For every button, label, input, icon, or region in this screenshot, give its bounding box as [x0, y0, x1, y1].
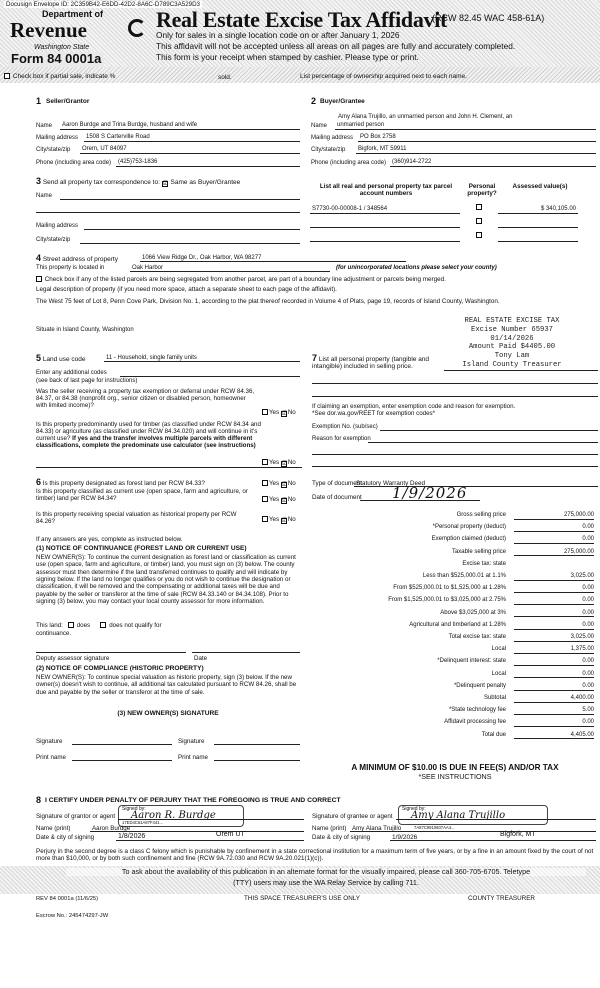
agency-name: Revenue [10, 18, 87, 42]
street-address-value[interactable]: 1066 View Ridge Dr., Oak Harbor, WA 98277 [142, 255, 262, 261]
grantor-signature-line [118, 819, 304, 820]
assessed-value-col-header: Assessed value(s) [512, 183, 568, 190]
agency-state: Washington State [34, 44, 90, 51]
seller-city-value[interactable]: Orem, UT 84097 [82, 146, 127, 152]
partial-sale-label: Check box if partial sale, indicate % [12, 73, 116, 80]
document-date-label: Date of document [312, 494, 362, 501]
forest-question: Is this property designated as forest land per RCW 84.33? [42, 480, 205, 487]
notice2-title: (2) NOTICE OF COMPLIANCE (HISTORIC PROPERTY) [36, 665, 204, 672]
fee-value[interactable]: 3,025.00 [514, 634, 594, 642]
personal-property-line1 [444, 370, 598, 371]
grantor-date[interactable]: 1/8/2026 [118, 833, 146, 840]
section3-city-label: City/state/zip [36, 237, 71, 243]
no-label: No [287, 409, 296, 416]
buyer-phone-label: Phone (including area code) [311, 160, 387, 166]
new-owner-print-line-2[interactable] [214, 760, 300, 761]
personal-property-col-header: Personal property? [467, 183, 497, 198]
located-value[interactable]: Oak Harbor [132, 265, 164, 271]
grantor-date-line [116, 840, 304, 841]
fee-label: From $1,525,000.01 to $3,025,000 at 2.75% [388, 597, 506, 604]
historic-yes-checkbox[interactable] [262, 516, 268, 522]
q1-yes-no [262, 409, 296, 417]
fee-row [310, 683, 598, 693]
buyer-phone-line [390, 166, 596, 167]
fee-label: Total due [481, 731, 506, 738]
q1-no-checkbox[interactable]: ☑ [281, 411, 288, 417]
historic-question: Is this property receiving special valuation as historical property per RCW 84.26? [36, 511, 237, 526]
new-owner-print-label-1: Print name [36, 754, 66, 761]
fee-value[interactable]: 0.00 [514, 622, 594, 630]
does-not-checkbox[interactable] [100, 622, 106, 628]
deputy-date-line [192, 652, 300, 653]
agency-dept: Department of [42, 9, 104, 19]
seller-name-line [60, 129, 300, 130]
grantee-signature-box[interactable] [398, 805, 548, 825]
section3-city-line [80, 243, 300, 244]
located-label: This property is located in [36, 265, 105, 271]
exemption-no-line [380, 430, 598, 431]
buyer-name-line1[interactable]: Amy Alana Trujillo, an unmarried person and John H. Clement, an [338, 114, 513, 120]
personal-property-line2 [312, 383, 598, 384]
fee-label: Gross selling price [456, 512, 506, 518]
buyer-name-label: Name [311, 123, 328, 129]
notice1-body: NEW OWNER(S): To continue the current designation as forest land or classification as current use (open space, farm and agriculture, or timber) land, you must sign on (3) below. The county assessor must then determine if the land transferred continues to qualify and will indicate by signing below. If the land no longer qualifies or you do not wish to continue the designation or classification, it will be removed and the compensating or additional taxes will be due and payable by the seller or transferor at the time of sale (RCW 84.33.140 or 84.34.108). Prior to signing (3) below, you may contact your local county assessor for more information. [36, 554, 296, 605]
seller-city-label: City/state/zip [36, 147, 71, 153]
forest-yes-no [262, 480, 296, 488]
assessed-line [498, 213, 578, 214]
fee-label: Agricultural and timberland at 1.28% [409, 621, 506, 628]
section3-row [36, 176, 240, 187]
personal-property-checkbox[interactable] [476, 232, 482, 238]
grantee-name[interactable]: Amy Alana Trujillo [352, 825, 402, 832]
same-as-buyer-checkbox[interactable]: ☑ [162, 181, 169, 187]
historic-no-checkbox[interactable]: ☑ [281, 518, 288, 524]
seller-mailing-value[interactable]: 1508 S Carterville Road [86, 134, 150, 140]
stamp-line1: REAL ESTATE EXCISE TAX [464, 317, 560, 325]
grantor-signature-id: 17ED4C61A97F441... [122, 820, 163, 825]
buyer-mailing-label: Mailing address [311, 135, 354, 141]
fee-value[interactable]: 0.00 [514, 671, 594, 679]
section7-row [312, 353, 442, 371]
fee-label: Local [491, 670, 506, 677]
fee-label: Above $3,025,000 at 3% [440, 609, 506, 616]
section5-row [36, 353, 85, 363]
grantor-city[interactable]: Orem UT [216, 831, 245, 838]
buyer-phone-value[interactable]: (360)914-2722 [392, 159, 432, 165]
seller-phone-line [116, 166, 300, 167]
stamp-line5: Tony Lam [494, 352, 530, 361]
seller-heading: Seller/Grantor [46, 98, 90, 105]
segregated-label: Check box if any of the listed parcels are being segregated from another parcel, are part of a boundary line adjustment or parcels being merged. [44, 276, 446, 283]
fee-label: *Personal property (deduct) [432, 524, 506, 531]
buyer-city-label: City/state/zip [311, 147, 346, 153]
document-type-value[interactable]: Statutory Warranty Deed [356, 480, 426, 487]
fee-value[interactable]: 0.00 [514, 610, 594, 618]
fee-label: *State technology fee [448, 707, 506, 714]
same-as-buyer-label: Same as Buyer/Grantee [170, 179, 241, 186]
if-any-yes: If any answers are yes, complete as instructed below. [36, 536, 183, 543]
grantee-name-label: Name (print) [312, 825, 347, 832]
personal-property-list-label: List all personal property (tangible and intangible) included in selling price. [312, 356, 430, 371]
section3-mailing-line [84, 229, 300, 230]
situate-text[interactable]: Situate in Island County, Washington [36, 327, 134, 333]
grantee-date-label: Date & city of signing [312, 834, 371, 841]
assessed-line [498, 241, 578, 242]
forest-no-checkbox[interactable]: ☑ [281, 482, 288, 488]
section3-name-line2 [36, 212, 300, 213]
new-owner-signature-label-2: Signature [178, 738, 205, 745]
timber-question [36, 421, 268, 450]
grantee-signature-label: Signature of grantee or agent [312, 813, 393, 820]
exemption-reason-line3 [312, 466, 598, 467]
fee-row [310, 561, 598, 571]
current-use-question: Is this property classified as current use (open space, farm and agriculture, or timber) land per RCW 84.34? [36, 488, 248, 503]
grantee-date-line [390, 840, 596, 841]
new-owner-print-label-2: Print name [178, 754, 208, 761]
seller-name-label: Name [36, 123, 53, 129]
assessed-line [498, 227, 578, 228]
fee-row [310, 634, 598, 644]
fee-label: Local [491, 646, 506, 653]
section3-name-line [60, 199, 300, 200]
perjury-statement: Perjury in the second degree is a class C felony which is punishable by confinement in a state correctional institution for a maximum term of five years, or by a fine in an amount fixed by the court of not more than $10,000, or by both such confinement and fine (RCW 9A.72.030 and RCW 9A.20.021(1)(c)). [36, 848, 594, 863]
fee-row [310, 573, 598, 583]
fee-label: *Delinquent penalty [453, 682, 506, 689]
grantee-signature: Amy Alana Trujillo [411, 810, 506, 821]
deputy-signature-label: Deputy assessor signature [36, 655, 110, 662]
fee-row [310, 536, 598, 546]
additional-codes-line [120, 376, 300, 377]
ownership-note: List percentage of ownership acquired next to each name. [300, 73, 467, 80]
seller-city-line [80, 153, 300, 154]
fee-value[interactable]: 1,375.00 [514, 646, 594, 654]
form-title: Real Estate Excise Tax Affidavit [156, 7, 448, 32]
street-address-line [140, 261, 406, 262]
historic-yes-no [262, 516, 296, 524]
q2-no-checkbox[interactable]: ☑ [281, 461, 288, 467]
seller-heading-num: 1 [36, 96, 42, 106]
fee-label: Taxable selling price [451, 548, 506, 555]
fee-value[interactable]: 5.00 [514, 707, 594, 715]
q2-yes-checkbox[interactable] [262, 459, 268, 465]
grantor-name[interactable]: Aaron Burdge [92, 825, 131, 832]
land-use-line [104, 361, 300, 362]
fee-label: Total excise tax: state [448, 634, 506, 640]
buyer-mailing-value[interactable]: PO Box 2758 [360, 134, 396, 140]
fee-value[interactable]: 0.00 [514, 719, 594, 727]
notice1-title: (1) NOTICE OF CONTINUANCE (FOREST LAND OR CURRENT USE) [36, 545, 247, 552]
unincorporated-note: (for unincorporated locations please select your county) [336, 265, 497, 271]
seller-phone-value[interactable]: (425)753-1836 [118, 159, 158, 165]
form-rcw: (RCW 82.45 WAC 458-61A) [432, 13, 545, 23]
q1-yes-checkbox[interactable] [262, 409, 268, 415]
document-type-line [354, 486, 598, 487]
personal-property-checkbox[interactable] [476, 204, 482, 210]
additional-codes-note: (see back of last page for instructions) [36, 378, 138, 384]
section3-text: Send all property tax correspondence to: [42, 179, 160, 186]
section4-num: 4 [36, 253, 42, 263]
section5-num: 5 [36, 353, 42, 363]
fee-label: Exemption claimed (deduct) [431, 536, 506, 543]
agency-swoosh-icon [128, 19, 146, 37]
fee-value[interactable]: 0.00 [514, 597, 594, 605]
buyer-city-line [356, 153, 596, 154]
buyer-heading-num: 2 [311, 96, 317, 106]
current-use-no-checkbox[interactable]: ☑ [281, 498, 288, 504]
land-use-value[interactable]: 11 - Household, single family units [106, 355, 197, 361]
fee-row [310, 646, 598, 656]
deputy-signature-line [36, 652, 186, 653]
section3-name-label: Name [36, 193, 53, 199]
fee-row [310, 512, 598, 522]
continuance-label: continuance. [36, 630, 72, 637]
additional-codes-label: Enter any additional codes [36, 370, 107, 376]
document-type-label: Type of document [312, 480, 363, 487]
yes-label: Yes [269, 516, 280, 523]
revision-label: REV 84 0001a (11/6/25) [36, 896, 99, 902]
grantee-signature-line [396, 819, 596, 820]
land-use-label: Land use code [42, 356, 86, 363]
section5-divider [36, 467, 302, 468]
grantor-signed-by: Signed by: [122, 806, 146, 812]
minimum-fee-note: A MINIMUM OF $10.00 IS DUE IN FEE(S) AND/OR TAX [351, 763, 559, 772]
fee-label: Excise tax: state [462, 560, 506, 567]
exemption-claim-text: If claiming an exemption, enter exemption code and reason for exemption. *See dor.wa.gov/REET for exemption codes* [312, 403, 516, 418]
fee-row [310, 524, 598, 534]
exemption-no-label: Exemption No. (sub/sec) [312, 424, 378, 430]
partial-sale-row [4, 73, 115, 80]
fee-label: Less than $525,000.01 at 1.1% [422, 573, 506, 579]
fee-value[interactable]: 275,000.00 [514, 512, 594, 520]
buyer-city-value[interactable]: Bigfork, MT 59911 [358, 146, 407, 152]
legal-label: Legal description of property (if you need more space, attach a separate sheet to each page of the affidavit). [36, 286, 337, 293]
grantor-date-label: Date & city of signing [36, 834, 95, 841]
sold-label: sold. [218, 74, 232, 81]
new-owner-signature-line-1[interactable] [72, 744, 172, 745]
stamp-line6: Island County Treasurer [462, 360, 562, 369]
no-label: No [287, 480, 296, 487]
timber-question-text: Is this property predominantly used for timber (as classified under RCW 84.34 and 84.33) or agriculture (as classified under RCW 84.34.020) and will continue in it's current use? [36, 421, 261, 443]
located-line [130, 271, 330, 272]
notice2-body: NEW OWNER(S): To continue special valuation as historic property, sign (3) below. If the new owner(s) doesn't wish to continue, all additional tax calculated pursuant to RCW 84.26, shall be due and payable by the seller or transferor at the time of sale. [36, 674, 297, 696]
document-date-value[interactable]: 1/9/2026 [392, 484, 468, 502]
yes-label: Yes [269, 459, 280, 466]
buyer-name-line [335, 129, 596, 130]
current-use-yes-no [262, 496, 296, 504]
parcel-number[interactable]: S7730-00-00008-1 / 348564 [312, 206, 388, 212]
forest-yes-checkbox[interactable] [262, 480, 268, 486]
this-land-row [36, 622, 162, 629]
grantee-city[interactable]: Bigfork, MT [500, 831, 536, 838]
partial-sale-checkbox[interactable] [4, 73, 10, 79]
this-land-label: This land: [36, 622, 63, 629]
fee-value[interactable]: 0.00 [514, 683, 594, 691]
current-use-yes-checkbox[interactable] [262, 496, 268, 502]
new-owner-signature-label-1: Signature [36, 738, 63, 745]
no-label: No [287, 496, 296, 503]
seller-phone-label: Phone (including area code) [36, 160, 112, 166]
yes-label: Yes [269, 496, 280, 503]
fee-value[interactable]: 4,400.00 [514, 695, 594, 703]
q2-yes-no [262, 459, 296, 467]
fee-row [310, 549, 598, 559]
timber-question-bold: If yes and the transfer involves multiple parcels with different classifications, complete the predominate use calculator (see instructions) [36, 435, 256, 450]
grantee-signature-id: 7A87C9910607AA4... [414, 825, 455, 830]
fee-row [310, 610, 598, 620]
segregated-checkbox[interactable] [36, 276, 42, 282]
certify-statement: I CERTIFY UNDER PENALTY OF PERJURY THAT THE FOREGOING IS TRUE AND CORRECT [45, 797, 341, 804]
fee-row [310, 732, 598, 742]
grantor-name-line [90, 831, 304, 832]
does-checkbox[interactable] [68, 622, 74, 628]
fee-row [310, 585, 598, 595]
escrow-number: Escrow No.: 245474297-JW [36, 913, 109, 919]
header-line2: This affidavit will not be accepted unless all areas on all pages are fully and accurately completed. [156, 41, 516, 51]
grantor-signature: Aaron R. Burdge [131, 810, 216, 821]
docusign-envelope-id: Docusign Envelope ID: 2C359B42-E6DD-42D2-8A6C-D789C3A529D3 [6, 1, 200, 8]
grantee-name-line [350, 831, 596, 832]
fee-row [310, 671, 598, 681]
stamp-line3: 01/14/2026 [490, 334, 534, 343]
treasurer-use-only: THIS SPACE TREASURER'S USE ONLY [244, 895, 360, 902]
fee-label: Subtotal [483, 695, 506, 701]
treasurer-stamp [452, 317, 572, 370]
buyer-heading: Buyer/Grantee [320, 98, 365, 105]
exemption-reason-label: Reason for exemption [312, 436, 371, 442]
alternate-format-line1: To ask about the availability of this publication in an alternate format for the visually impaired, please call 360-705-6705. Teletype [66, 868, 586, 876]
exemption-reason-line2 [312, 454, 598, 455]
exemption-deferral-question: Was the seller receiving a property tax exemption or deferral under RCW 84.36, 84.37, or 84.38 (nonprofit org., senior citizen or disabled person, homeowner with limited income)? [36, 388, 255, 410]
street-address-label: Street address of property [42, 256, 118, 263]
section3-mailing-label: Mailing address [36, 223, 79, 229]
grantor-name-label: Name (print) [36, 825, 71, 832]
stamp-line4: Amount Paid $4405.00 [468, 343, 556, 352]
new-owner-print-line-1[interactable] [72, 760, 172, 761]
grantor-signature-box[interactable] [118, 805, 244, 827]
fee-value[interactable]: 0.00 [514, 524, 594, 532]
header-line3: This form is your receipt when stamped by cashier. Please type or print. [156, 52, 419, 62]
seller-mailing-line [84, 141, 300, 142]
grantor-signature-label: Signature of grantor or agent [36, 813, 116, 820]
parcel-line [310, 241, 460, 242]
fee-value[interactable]: 0.00 [514, 536, 594, 544]
form-number: Form 84 0001a [8, 52, 104, 67]
fee-label: Affidavit processing fee [444, 719, 506, 726]
seller-name-value[interactable]: Aaron Burdge and Trina Burdge, husband and wife [62, 122, 198, 128]
header-line1: Only for sales in a single location code on or after January 1, 2026 [156, 30, 400, 40]
fee-row [310, 622, 598, 632]
fee-row [310, 695, 598, 705]
new-owner-signature-line-2[interactable] [214, 744, 300, 745]
fee-value[interactable]: 4,405.00 [514, 732, 594, 740]
exemption-reason-line [368, 442, 598, 443]
no-label: No [287, 516, 296, 523]
fee-label: From $525,000.01 to $1,525,000 at 1.28% [393, 585, 506, 592]
fee-row [310, 597, 598, 607]
buyer-name-value[interactable]: unmarried person [337, 122, 385, 128]
deputy-date-label: Date [194, 655, 208, 662]
fee-value[interactable]: 0.00 [514, 585, 594, 593]
personal-property-checkbox[interactable] [476, 218, 482, 224]
segregated-row [36, 276, 596, 283]
legal-description[interactable]: The West 75 feet of Lot 8, Penn Cove Park, Division No. 1, according to the plat thereof recorded in Volume 4 of Plats, page 19, records of Island County, Washington. [36, 298, 500, 305]
forest-question-row [36, 477, 264, 487]
no-label: No [287, 459, 296, 466]
alternate-format-line2: (TTY) users may use the WA Relay Service by calling 711. [233, 878, 419, 887]
does-label: does [76, 622, 91, 629]
yes-label: Yes [269, 480, 280, 487]
section4-row [36, 253, 118, 263]
section8-num: 8 [36, 795, 42, 805]
personal-property-line3 [312, 396, 598, 397]
grantee-signed-by: Signed by: [402, 806, 426, 812]
section7-num: 7 [312, 353, 318, 363]
buyer-mailing-line [358, 141, 596, 142]
fee-row [310, 658, 598, 668]
stamp-line2: Excise Number 65937 [471, 325, 553, 334]
parcel-line [310, 227, 460, 228]
section6-num: 6 [36, 477, 42, 487]
fee-row [310, 719, 598, 729]
assessed-value[interactable]: $ 340,105.00 [540, 206, 576, 212]
new-owner-signature-heading: (3) NEW OWNER(S) SIGNATURE [117, 710, 219, 717]
county-treasurer-label: COUNTY TREASURER [468, 895, 535, 902]
grantee-date[interactable]: 1/9/2026 [392, 834, 418, 841]
fee-label: *Delinquent interest: state [437, 658, 506, 665]
fee-value[interactable]: 275,000.00 [514, 549, 594, 557]
yes-label: Yes [269, 409, 280, 416]
section3-num: 3 [36, 176, 42, 186]
fee-value[interactable]: 3,025.00 [514, 573, 594, 581]
parcel-line [310, 213, 460, 214]
parcel-col-header: List all real and personal property tax parcel account numbers [319, 183, 453, 198]
fee-row [310, 707, 598, 717]
document-date-line [360, 500, 480, 501]
see-instructions-note: *SEE INSTRUCTIONS [418, 772, 492, 781]
fee-value[interactable]: 0.00 [514, 658, 594, 666]
seller-mailing-label: Mailing address [36, 135, 79, 141]
does-not-label: does not qualify for [109, 622, 162, 629]
